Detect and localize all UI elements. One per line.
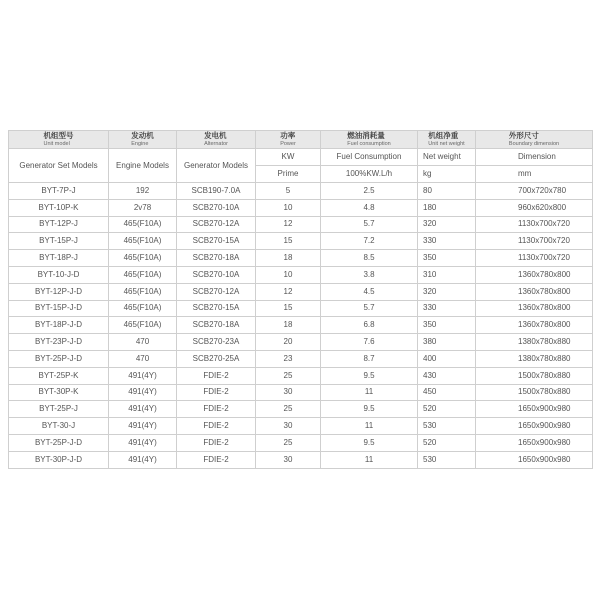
subheader-power: KW	[256, 149, 321, 166]
cell-fuel: 4.5	[321, 283, 418, 300]
cell-weight: 80	[418, 183, 476, 200]
header-zh: 机组型号	[43, 131, 74, 141]
header-en: Unit net weight	[428, 140, 465, 147]
cell-dimension: 1650x900x980	[476, 451, 593, 468]
header-engine	[109, 131, 177, 149]
cell-engine: 491(4Y)	[109, 367, 177, 384]
cell-model: BYT-7P-J	[9, 183, 109, 200]
cell-weight: 320	[418, 283, 476, 300]
cell-dimension: 1130x700x720	[476, 233, 593, 250]
cell-dimension: 1380x780x880	[476, 350, 593, 367]
cell-model: BYT-30-J	[9, 418, 109, 435]
cell-fuel: 9.5	[321, 367, 418, 384]
cell-alternator: SCB270-18A	[177, 317, 256, 334]
cell-weight: 430	[418, 367, 476, 384]
cell-alternator: FDIE-2	[177, 434, 256, 451]
cell-fuel: 3.8	[321, 266, 418, 283]
cell-engine: 465(F10A)	[109, 216, 177, 233]
cell-power: 18	[256, 250, 321, 267]
table-row	[9, 401, 593, 418]
cell-fuel: 11	[321, 384, 418, 401]
cell-dimension: 1650x900x980	[476, 418, 593, 435]
unit-power: Prime	[256, 166, 321, 183]
cell-power: 18	[256, 317, 321, 334]
cell-power: 15	[256, 233, 321, 250]
cell-power: 30	[256, 384, 321, 401]
cell-power: 12	[256, 283, 321, 300]
cell-fuel: 11	[321, 451, 418, 468]
cell-fuel: 5.7	[321, 300, 418, 317]
subheader-weight: Net weight	[418, 149, 476, 166]
cell-weight: 520	[418, 434, 476, 451]
table-row	[9, 183, 593, 200]
cell-alternator: FDIE-2	[177, 367, 256, 384]
cell-engine: 192	[109, 183, 177, 200]
cell-fuel: 9.5	[321, 434, 418, 451]
cell-engine: 470	[109, 334, 177, 351]
cell-power: 20	[256, 334, 321, 351]
cell-fuel: 8.5	[321, 250, 418, 267]
header-en: Alternator	[204, 140, 228, 147]
header-label	[204, 132, 228, 146]
table-row	[9, 250, 593, 267]
cell-alternator: FDIE-2	[177, 384, 256, 401]
cell-engine: 470	[109, 350, 177, 367]
header-zh: 功率	[280, 131, 296, 141]
cell-model: BYT-18P-J	[9, 250, 109, 267]
cell-power: 5	[256, 183, 321, 200]
cell-fuel: 9.5	[321, 401, 418, 418]
cell-model: BYT-25P-J-D	[9, 350, 109, 367]
cell-weight: 330	[418, 233, 476, 250]
cell-fuel: 7.2	[321, 233, 418, 250]
cell-alternator: SCB270-15A	[177, 233, 256, 250]
cell-engine: 491(4Y)	[109, 384, 177, 401]
cell-weight: 310	[418, 266, 476, 283]
subheader-dimension: Dimension	[476, 149, 593, 166]
subheader-engine: Engine Models	[109, 149, 177, 183]
header-zh: 外形尺寸	[508, 131, 539, 141]
header-boundary-dimension	[476, 131, 593, 149]
header-row	[9, 131, 593, 149]
cell-power: 23	[256, 350, 321, 367]
cell-model: BYT-25P-J-D	[9, 434, 109, 451]
table-row	[9, 434, 593, 451]
cell-power: 30	[256, 451, 321, 468]
cell-dimension: 1500x780x880	[476, 367, 593, 384]
table-row	[9, 216, 593, 233]
cell-engine: 465(F10A)	[109, 300, 177, 317]
header-label	[347, 132, 390, 146]
cell-engine: 491(4Y)	[109, 401, 177, 418]
cell-weight: 350	[418, 317, 476, 334]
cell-fuel: 5.7	[321, 216, 418, 233]
cell-dimension: 1360x780x800	[476, 317, 593, 334]
cell-dimension: 960x620x800	[476, 199, 593, 216]
header-zh: 燃油消耗量	[347, 131, 385, 141]
cell-model: BYT-10P-K	[9, 199, 109, 216]
table-row	[9, 266, 593, 283]
cell-dimension: 1650x900x980	[476, 401, 593, 418]
cell-dimension: 1360x780x800	[476, 283, 593, 300]
cell-alternator: FDIE-2	[177, 401, 256, 418]
table-row	[9, 350, 593, 367]
table-header	[9, 131, 593, 183]
cell-weight: 520	[418, 401, 476, 418]
header-label	[428, 132, 464, 146]
cell-fuel: 7.6	[321, 334, 418, 351]
cell-model: BYT-12P-J	[9, 216, 109, 233]
unit-dimension: mm	[476, 166, 593, 183]
cell-dimension: 1360x780x800	[476, 266, 593, 283]
subheader-row	[9, 149, 593, 166]
header-label	[509, 132, 559, 146]
header-en: Engine	[131, 140, 149, 147]
cell-dimension: 1360x780x800	[476, 300, 593, 317]
table-row	[9, 367, 593, 384]
cell-model: BYT-30P-K	[9, 384, 109, 401]
cell-fuel: 8.7	[321, 350, 418, 367]
cell-power: 25	[256, 367, 321, 384]
unit-fuel: 100%KW.L/h	[321, 166, 418, 183]
header-en: Power	[280, 140, 296, 147]
cell-dimension: 1380x780x880	[476, 334, 593, 351]
table-row	[9, 451, 593, 468]
cell-model: BYT-18P-J-D	[9, 317, 109, 334]
cell-alternator: SCB270-12A	[177, 216, 256, 233]
table-row	[9, 334, 593, 351]
cell-alternator: SCB270-25A	[177, 350, 256, 367]
table-row	[9, 283, 593, 300]
cell-model: BYT-10-J-D	[9, 266, 109, 283]
header-zh: 机组净重	[428, 131, 459, 141]
cell-engine: 465(F10A)	[109, 250, 177, 267]
cell-engine: 2v78	[109, 199, 177, 216]
cell-fuel: 4.8	[321, 199, 418, 216]
cell-engine: 465(F10A)	[109, 266, 177, 283]
cell-power: 25	[256, 401, 321, 418]
cell-weight: 330	[418, 300, 476, 317]
subheader-fuel: Fuel Consumption	[321, 149, 418, 166]
table-row	[9, 418, 593, 435]
cell-weight: 450	[418, 384, 476, 401]
cell-model: BYT-15P-J	[9, 233, 109, 250]
cell-model: BYT-12P-J-D	[9, 283, 109, 300]
cell-alternator: SCB270-15A	[177, 300, 256, 317]
cell-weight: 400	[418, 350, 476, 367]
table-row	[9, 300, 593, 317]
cell-power: 10	[256, 199, 321, 216]
header-en: Boundary dimension	[508, 140, 560, 147]
cell-model: BYT-25P-J	[9, 401, 109, 418]
cell-engine: 465(F10A)	[109, 317, 177, 334]
table-row	[9, 233, 593, 250]
header-label	[131, 132, 154, 146]
cell-model: BYT-15P-J-D	[9, 300, 109, 317]
cell-alternator: FDIE-2	[177, 451, 256, 468]
cell-power: 10	[256, 266, 321, 283]
unit-weight: kg	[418, 166, 476, 183]
cell-alternator: SCB190-7.0A	[177, 183, 256, 200]
header-en: Unit model	[43, 140, 70, 147]
spec-table	[8, 130, 593, 469]
cell-fuel: 6.8	[321, 317, 418, 334]
cell-weight: 530	[418, 418, 476, 435]
table-row	[9, 199, 593, 216]
cell-weight: 380	[418, 334, 476, 351]
header-label	[44, 132, 74, 146]
cell-weight: 350	[418, 250, 476, 267]
table-body	[9, 183, 593, 469]
cell-power: 30	[256, 418, 321, 435]
header-zh: 发动机	[131, 131, 154, 141]
cell-weight: 530	[418, 451, 476, 468]
cell-model: BYT-30P-J-D	[9, 451, 109, 468]
cell-power: 15	[256, 300, 321, 317]
cell-engine: 465(F10A)	[109, 283, 177, 300]
cell-engine: 491(4Y)	[109, 451, 177, 468]
cell-weight: 320	[418, 216, 476, 233]
cell-power: 25	[256, 434, 321, 451]
cell-dimension: 1500x780x880	[476, 384, 593, 401]
subheader-alternator: Generator Models	[177, 149, 256, 183]
cell-alternator: FDIE-2	[177, 418, 256, 435]
header-power	[256, 131, 321, 149]
subheader-model: Generator Set Models	[9, 149, 109, 183]
cell-alternator: SCB270-10A	[177, 266, 256, 283]
cell-engine: 491(4Y)	[109, 418, 177, 435]
cell-alternator: SCB270-12A	[177, 283, 256, 300]
header-unit-model	[9, 131, 109, 149]
cell-weight: 180	[418, 199, 476, 216]
cell-dimension: 700x720x780	[476, 183, 593, 200]
cell-alternator: SCB270-10A	[177, 199, 256, 216]
cell-dimension: 1130x700x720	[476, 250, 593, 267]
cell-model: BYT-23P-J-D	[9, 334, 109, 351]
cell-fuel: 11	[321, 418, 418, 435]
header-zh: 发电机	[204, 131, 227, 141]
table-row	[9, 317, 593, 334]
cell-power: 12	[256, 216, 321, 233]
header-en: Fuel consumption	[347, 140, 391, 147]
table-row	[9, 384, 593, 401]
cell-alternator: SCB270-23A	[177, 334, 256, 351]
cell-dimension: 1130x700x720	[476, 216, 593, 233]
header-label	[280, 132, 296, 146]
cell-fuel: 2.5	[321, 183, 418, 200]
cell-alternator: SCB270-18A	[177, 250, 256, 267]
header-fuel-consumption	[321, 131, 418, 149]
cell-engine: 491(4Y)	[109, 434, 177, 451]
header-net-weight	[418, 131, 476, 149]
cell-model: BYT-25P-K	[9, 367, 109, 384]
cell-engine: 465(F10A)	[109, 233, 177, 250]
cell-dimension: 1650x900x980	[476, 434, 593, 451]
header-alternator	[177, 131, 256, 149]
